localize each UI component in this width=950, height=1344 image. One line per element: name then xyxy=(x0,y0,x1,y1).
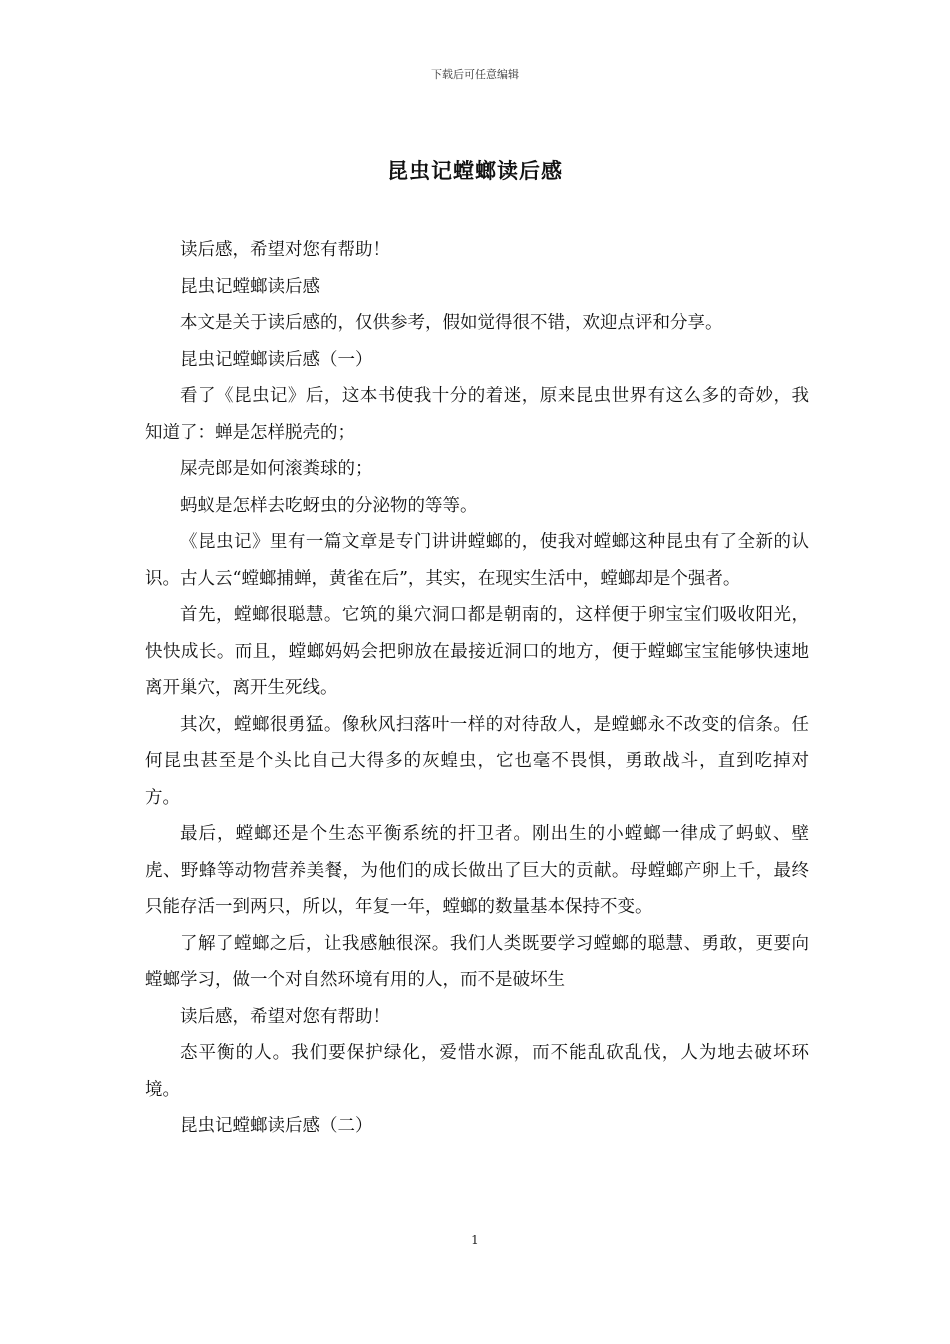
paragraph: 昆虫记螳螂读后感 xyxy=(180,276,320,297)
document-body xyxy=(145,232,809,1145)
paragraph: 昆虫记螳螂读后感（一） xyxy=(180,349,373,370)
page-number: 1 xyxy=(471,1233,479,1247)
header-note: 下载后可任意编辑 xyxy=(431,68,519,81)
paragraph: 其次，螳螂很勇猛。像秋风扫落叶一样的对待敌人，是螳螂永不改变的信条。任何昆虫甚至是个头比自己大得多的灰蝗虫，它也毫不畏惧，勇敢战斗，直到吃掉对方。 xyxy=(145,714,809,808)
paragraph: 了解了螳螂之后，让我感触很深。我们人类既要学习螳螂的聪慧、勇敢，更要向螳螂学习，做一个对自然环境有用的人，而不是破坏生 xyxy=(145,933,809,990)
paragraph: 《昆虫记》里有一篇文章是专门讲讲螳螂的，使我对螳螂这种昆虫有了全新的认识。古人云“螳螂捕蝉，黄雀在后”，其实，在现实生活中，螳螂却是个强者。 xyxy=(145,532,809,589)
document-title: 昆虫记螳螂读后感 xyxy=(387,158,563,183)
paragraph: 读后感，希望对您有帮助！ xyxy=(180,1006,390,1027)
paragraph: 屎壳郎是如何滚粪球的； xyxy=(180,459,373,479)
paragraph: 本文是关于读后感的，仅供参考，假如觉得很不错，欢迎点评和分享。 xyxy=(180,313,723,333)
paragraph: 态平衡的人。我们要保护绿化，爱惜水源，而不能乱砍乱伐，人为地去破坏环境。 xyxy=(145,1043,809,1100)
paragraph: 首先，螳螂很聪慧。它筑的巢穴洞口都是朝南的，这样便于卵宝宝们吸收阳光，快快成长。而且，螳螂妈妈会把卵放在最接近洞口的地方，便于螳螂宝宝能够快速地离开巢穴，离开生死线。 xyxy=(145,605,809,698)
paragraph: 蚂蚁是怎样去吃蚜虫的分泌物的等等。 xyxy=(180,495,478,516)
paragraph: 读后感，希望对您有帮助！ xyxy=(180,240,390,260)
paragraph: 昆虫记螳螂读后感（二） xyxy=(180,1116,373,1136)
paragraph: 看了《昆虫记》后，这本书使我十分的着迷，原来昆虫世界有这么多的奇妙，我知道了：蝉是怎样脱壳的； xyxy=(145,386,809,443)
paragraph: 最后，螳螂还是个生态平衡系统的扞卫者。刚出生的小螳螂一律成了蚂蚁、壁虎、野蜂等动物营养美餐，为他们的成长做出了巨大的贡献。母螳螂产卵上千，最终只能存活一到两只，所以，年复一年，螳螂的数量基本保持不变。 xyxy=(145,824,809,917)
